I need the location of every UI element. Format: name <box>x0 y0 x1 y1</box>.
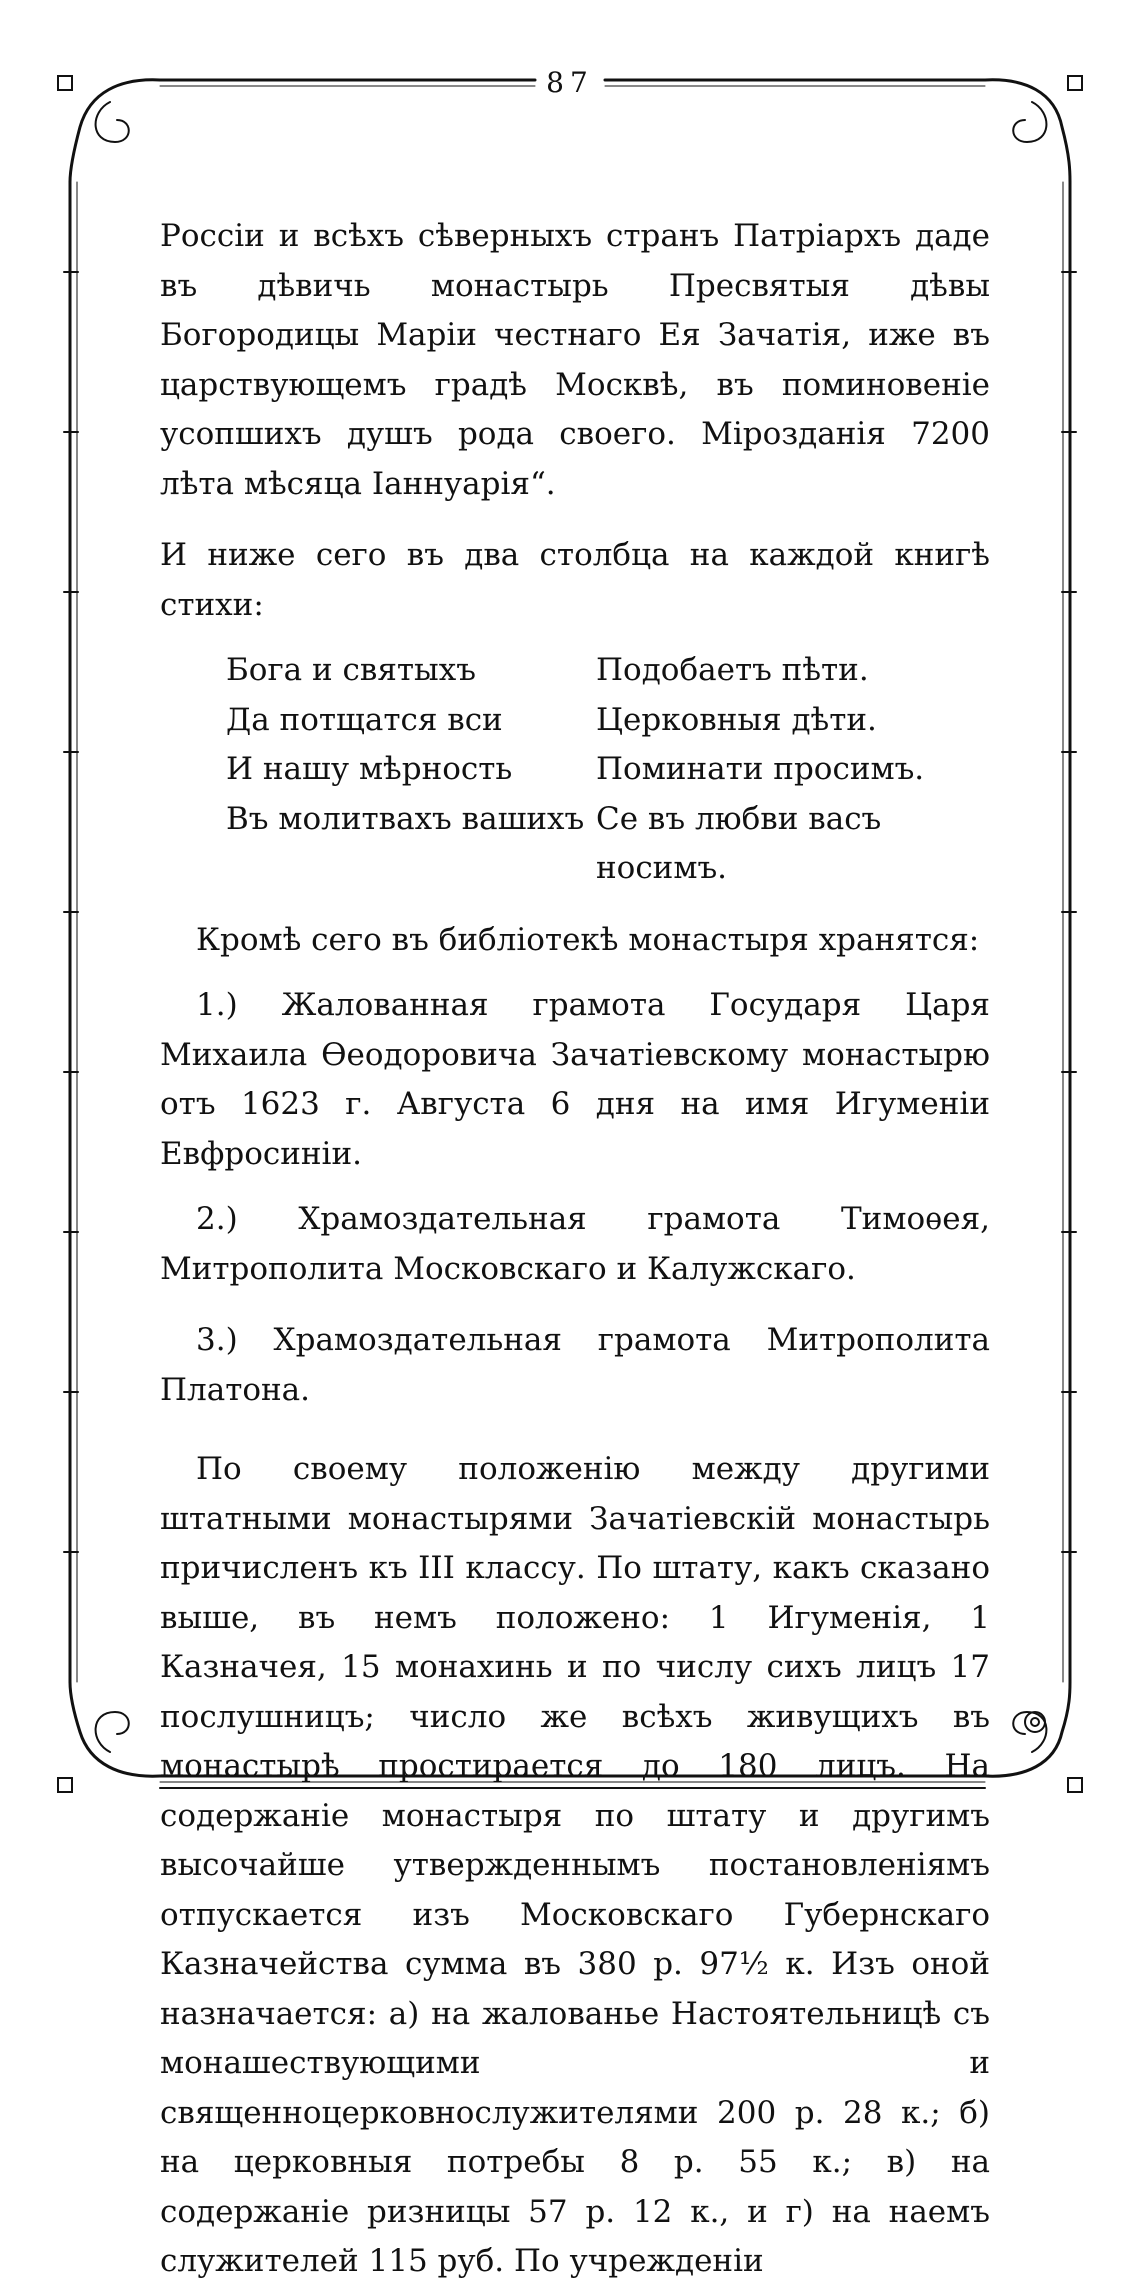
verse-right: Се въ любви васъ носимъ. <box>596 800 882 886</box>
verse-row <box>226 795 990 894</box>
intro-paragraph: Россіи и всѣхъ сѣверныхъ странъ Патріархъ даде въ дѣвичь монастырь Пресвятыя дѣвы Богородицы Маріи честнаго Ея Зачатія, иже въ царствующемъ градѣ Москвѣ, въ поминовеніе усопшихъ душъ рода своего. Мірозданія 7200 лѣта мѣсяца Іаннуарія“. <box>160 218 990 502</box>
library-intro: Кромѣ сего въ библіотекѣ монастыря хранятся: <box>196 921 980 958</box>
page-body <box>160 212 990 2287</box>
verse-row <box>226 646 990 696</box>
verse-right: Церковныя дѣти. <box>596 701 877 738</box>
verse-row <box>226 696 990 746</box>
verse-block <box>226 646 990 894</box>
verse-left: Въ молитвахъ вашихъ <box>226 800 585 837</box>
verse-left: Да потщатся вси <box>226 701 503 738</box>
verse-left: И нашу мѣрность <box>226 751 513 787</box>
library-item: 2.) Храмоздательная грамота Тимоѳея, Митрополита Московскаго и Калужскаго. <box>160 1201 990 1287</box>
verse-right: Подобаетъ пѣти. <box>596 652 869 688</box>
final-paragraph: По своему положенію между другими штатными монастырями Зачатіевскій монастырь причисленъ къ III классу. По штату, какъ сказано выше, въ немъ положено: 1 Игуменія, 1 Казначея, 15 монахинь и по числу сихъ лицъ 17 послушницъ; число же всѣхъ живущихъ въ монастырѣ простирается до 180 лицъ. На содержаніе монастыря по штату и другимъ высочайше утвержденнымъ постановленіямъ отпускается изъ Московскаго Губернскаго Казначейства сумма въ 380 р. 97½ к. Изъ оной назначается: а) на жалованье Настоятельницѣ съ монашествующими и священноцерковнослужителями 200 р. 28 к.; б) на церковныя потребы 8 р. 55 к.; в) на содержаніе ризницы 57 р. 12 к., и г) на наемъ служителей 115 руб. По учрежденіи <box>160 1451 990 2279</box>
verse-left: Бога и святыхъ <box>226 652 476 688</box>
verse-intro: И ниже сего въ два столбца на каждой книгѣ стихи: <box>160 537 990 623</box>
library-item: 3.) Храмоздательная грамота Митрополита Платона. <box>160 1322 990 1408</box>
verse-row <box>226 745 990 795</box>
verse-right: Поминати просимъ. <box>596 751 925 787</box>
library-item: 1.) Жалованная грамота Государя Царя Михаила Ѳеодоровича Зачатіевскому монастырю отъ 1623 г. Августа 6 дня на имя Игуменіи Евфросиніи. <box>160 987 990 1172</box>
page-number: 87 <box>546 66 594 99</box>
